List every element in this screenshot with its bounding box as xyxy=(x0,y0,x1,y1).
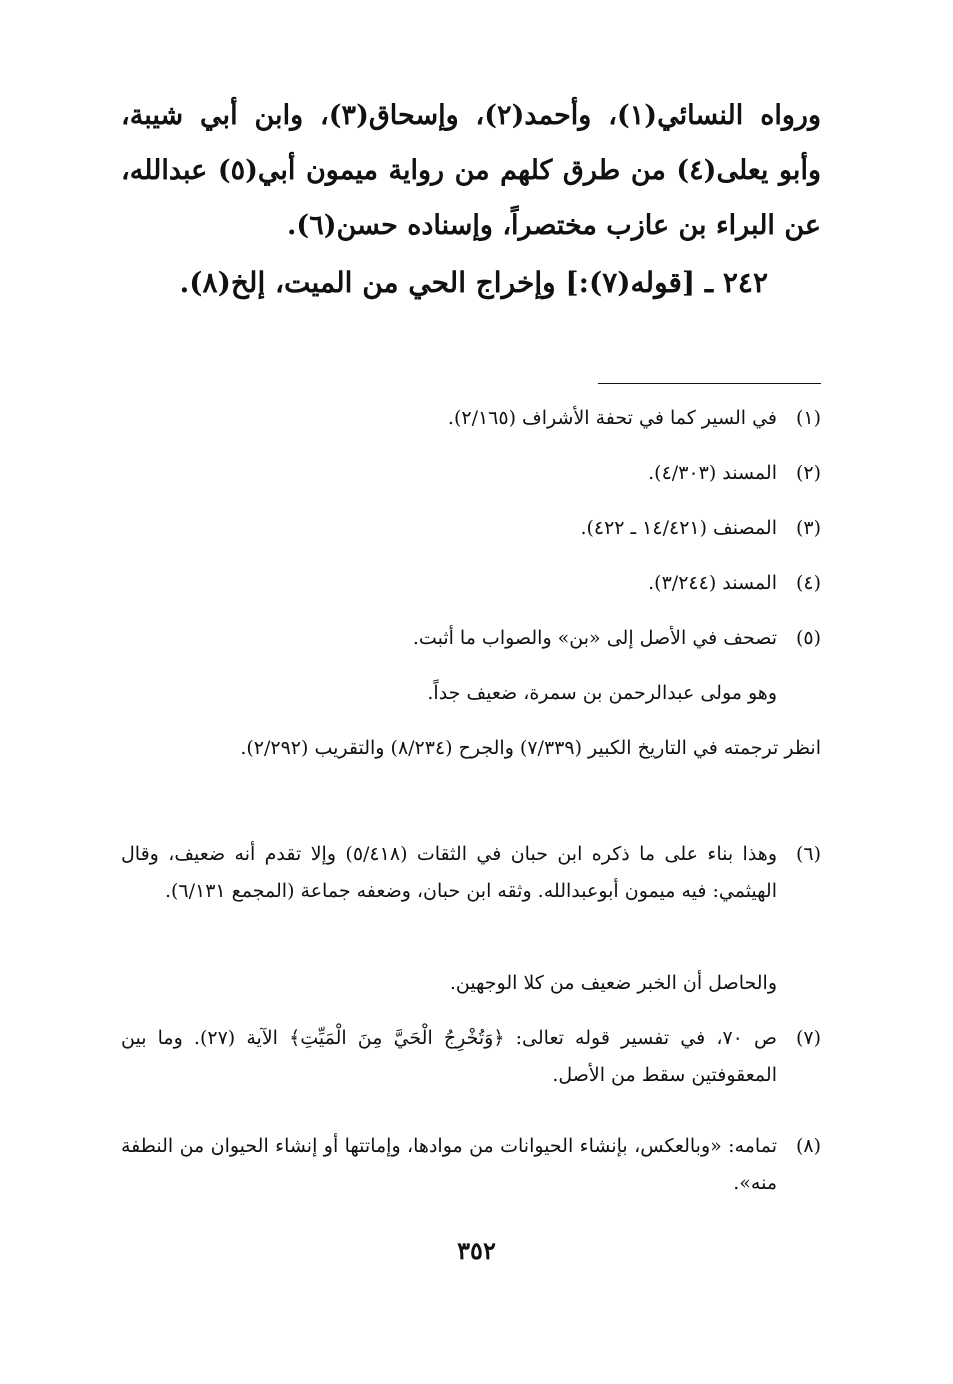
footnote-8 xyxy=(121,1128,821,1202)
footnote-text: تصحف في الأصل إلى «بن» والصواب ما أثبت. xyxy=(412,627,777,649)
footnote-3 xyxy=(121,510,821,547)
footnote-number: (٥) xyxy=(795,627,821,649)
footnote-text: وهذا بناء على ما ذكره ابن حبان في الثقات (٥/٤١٨) وإلا تقدم أنه ضعيف، وقال الهيثمي: فيه ميمون أبوعبدالله. وثقه ابن حبان، وضعفه جماعة (المجمع ٦/١٣١). xyxy=(121,843,777,902)
footnote-2 xyxy=(121,455,821,492)
footnote-text: المسند (٤/٣٠٣). xyxy=(648,462,777,484)
footnote-text: تمامه: «وبالعكس، بإنشاء الحيوانات من موادها، وإماتتها أو إنشاء الحيوان من النطفة منه». xyxy=(121,1135,777,1194)
footnote-number: (٤) xyxy=(795,572,821,594)
footnote-text: المصنف (١٤/٤٢١ ـ ٤٢٢). xyxy=(580,517,777,539)
footnote-number: (٧) xyxy=(795,1027,821,1049)
footnote-number: (٦) xyxy=(795,843,821,865)
footnote-5-continuation xyxy=(121,730,821,767)
footnote-5 xyxy=(121,620,821,657)
footnote-1 xyxy=(121,400,821,437)
footnote-number: (٢) xyxy=(795,462,821,484)
footnote-text: انظر ترجمته في التاريخ الكبير (٧/٣٣٩) والجرح (٨/٢٣٤) والتقريب (٢/٢٩٢). xyxy=(240,737,821,759)
footnote-text: وهو مولى عبدالرحمن بن سمرة، ضعيف جداً. xyxy=(427,682,777,704)
footnote-5-continuation xyxy=(121,675,821,712)
footnote-6-continuation xyxy=(121,965,821,1002)
footnote-number: (١) xyxy=(795,407,821,429)
footnote-7 xyxy=(121,1020,821,1094)
footnote-number: (٣) xyxy=(795,517,821,539)
main-text xyxy=(121,88,821,253)
footnote-4 xyxy=(121,565,821,602)
page-number: ٣٥٢ xyxy=(457,1236,496,1265)
footnote-text: المسند (٣/٢٤٤). xyxy=(648,572,777,594)
section-heading: ٢٤٢ ـ [قوله(٧):] وإخراج الحي من الميت، إلخ(٨). xyxy=(179,266,768,299)
footnote-text: في السير كما في تحفة الأشراف (٢/١٦٥). xyxy=(447,407,777,429)
footnote-text: والحاصل أن الخبر ضعيف من كلا الوجهين. xyxy=(449,972,777,994)
main-paragraph: ورواه النسائي(١)، وأحمد(٢)، وإسحاق(٣)، وابن أبي شيبة، وأبو يعلى(٤) من طرق كلهم من رواية ميمون أبي(٥) عبدالله، عن البراء بن عازب مختصراً، وإسناده حسن(٦). xyxy=(121,100,821,241)
footnote-separator xyxy=(598,383,821,384)
footnote-6 xyxy=(121,836,821,910)
footnote-number: (٨) xyxy=(795,1135,821,1157)
footnote-text: ص ٧٠، في تفسير قوله تعالى: ﴿وَتُخْرِجُ الْحَيَّ مِنَ الْمَيِّتِ﴾ الآية (٢٧). وما بين المعقوفتين سقط من الأصل. xyxy=(121,1027,778,1086)
